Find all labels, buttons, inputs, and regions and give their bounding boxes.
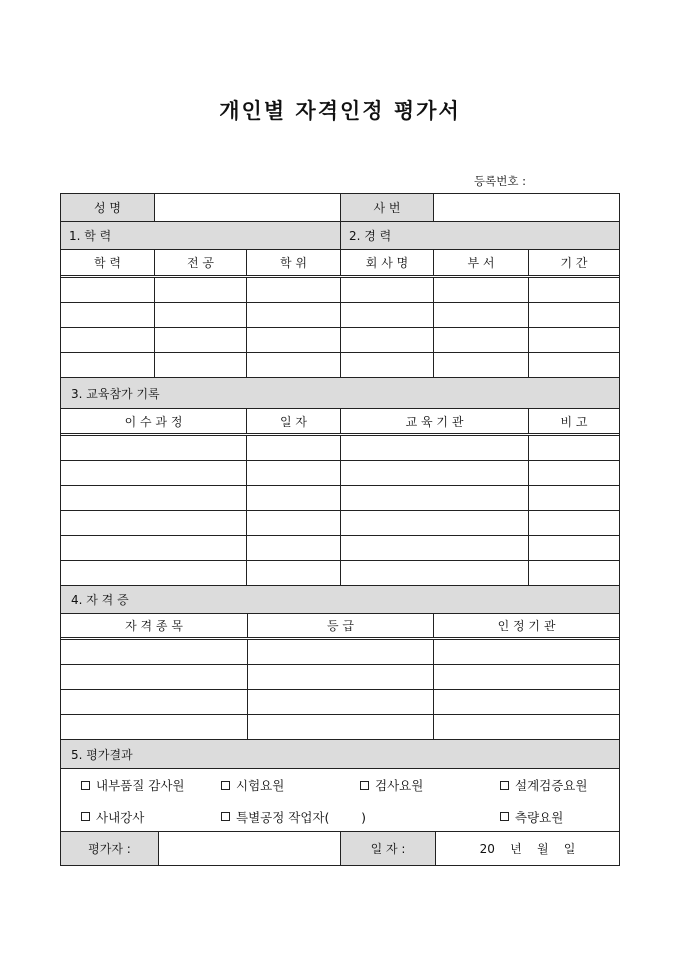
table-cell[interactable] bbox=[247, 561, 341, 585]
checkbox-label: 사내강사 bbox=[96, 809, 145, 825]
career-section-title: 2. 경 력 bbox=[341, 222, 619, 249]
checkbox-icon[interactable] bbox=[500, 812, 509, 821]
table-cell[interactable] bbox=[155, 328, 247, 352]
table-cell[interactable] bbox=[61, 328, 155, 352]
checkbox-row-2 bbox=[61, 801, 619, 832]
table-cell[interactable] bbox=[434, 328, 529, 352]
table-cell[interactable] bbox=[529, 461, 619, 485]
checkbox-label: 검사요원 bbox=[375, 778, 424, 793]
table-cell[interactable] bbox=[529, 353, 619, 377]
table-cell[interactable] bbox=[341, 303, 434, 327]
table-cell[interactable] bbox=[434, 640, 619, 664]
table-cell[interactable] bbox=[155, 303, 247, 327]
table-cell[interactable] bbox=[341, 561, 529, 585]
col-grade: 등 급 bbox=[248, 614, 434, 637]
table-row bbox=[61, 536, 619, 561]
table-cell[interactable] bbox=[434, 353, 529, 377]
table-cell[interactable] bbox=[529, 561, 619, 585]
table-cell[interactable] bbox=[61, 303, 155, 327]
checkbox-icon[interactable] bbox=[81, 781, 90, 790]
table-cell[interactable] bbox=[248, 690, 434, 714]
col-issuing-body: 인 정 기 관 bbox=[497, 619, 556, 633]
table-row bbox=[61, 328, 619, 353]
table-cell[interactable] bbox=[61, 353, 155, 377]
checkbox-label: 시험요원 bbox=[236, 778, 285, 793]
name-label: 성 명 bbox=[61, 194, 155, 221]
table-cell[interactable] bbox=[61, 536, 247, 560]
table-cell[interactable] bbox=[61, 436, 247, 460]
col-remarks: 비 고 bbox=[560, 414, 588, 429]
table-cell[interactable] bbox=[61, 486, 247, 510]
table-cell[interactable] bbox=[247, 278, 341, 302]
checkbox-label: 내부품질 감사원 bbox=[96, 778, 185, 793]
col-major: 전 공 bbox=[155, 250, 247, 275]
result-section-title: 5. 평가결과 bbox=[61, 740, 619, 768]
table-cell[interactable] bbox=[341, 511, 529, 535]
table-cell[interactable] bbox=[341, 328, 434, 352]
table-cell[interactable] bbox=[155, 278, 247, 302]
table-cell[interactable] bbox=[341, 536, 529, 560]
table-cell[interactable] bbox=[61, 640, 248, 664]
checkbox-label: 설계검증요원 bbox=[515, 778, 588, 793]
table-cell[interactable] bbox=[434, 665, 619, 689]
evaluator-field[interactable] bbox=[159, 832, 341, 865]
table-cell[interactable] bbox=[434, 715, 619, 739]
table-row bbox=[61, 436, 619, 461]
name-row bbox=[61, 194, 619, 222]
evaluator-label: 평가자 : bbox=[61, 832, 159, 865]
table-cell[interactable] bbox=[61, 278, 155, 302]
table-row bbox=[61, 303, 619, 328]
table-cell[interactable] bbox=[248, 640, 434, 664]
education-section-title: 1. 학 력 bbox=[61, 222, 341, 249]
table-row bbox=[61, 561, 619, 586]
name-field[interactable] bbox=[155, 194, 341, 221]
col-department: 부 서 bbox=[434, 250, 529, 275]
education-career-column-headers bbox=[61, 250, 619, 278]
table-cell[interactable] bbox=[247, 328, 341, 352]
table-cell[interactable] bbox=[61, 690, 248, 714]
employee-number-label: 사 번 bbox=[341, 194, 434, 221]
checkbox-row-1 bbox=[61, 769, 619, 801]
date-label: 일 자 : bbox=[341, 832, 436, 865]
checkbox-inspection-staff[interactable] bbox=[360, 776, 423, 794]
checkbox-label: 특별공정 작업자( ) bbox=[236, 809, 367, 825]
table-cell[interactable] bbox=[529, 536, 619, 560]
table-cell[interactable] bbox=[61, 461, 247, 485]
table-cell[interactable] bbox=[61, 665, 248, 689]
table-cell[interactable] bbox=[247, 486, 341, 510]
table-cell[interactable] bbox=[529, 303, 619, 327]
table-cell[interactable] bbox=[529, 511, 619, 535]
form-title: 개인별 자격인정 평가서 bbox=[219, 98, 461, 123]
checkbox-test-staff[interactable] bbox=[221, 776, 284, 794]
col-period: 기 간 bbox=[560, 256, 588, 270]
certificate-section-header bbox=[61, 586, 619, 614]
table-row bbox=[61, 486, 619, 511]
evaluation-form bbox=[60, 193, 620, 866]
certificate-column-headers bbox=[61, 614, 619, 640]
table-cell[interactable] bbox=[341, 486, 529, 510]
checkbox-icon[interactable] bbox=[500, 781, 509, 790]
table-cell[interactable] bbox=[247, 511, 341, 535]
col-certificate-type: 자 격 종 목 bbox=[61, 614, 248, 637]
training-section-header bbox=[61, 378, 619, 409]
table-row bbox=[61, 715, 619, 740]
checkbox-internal-auditor[interactable] bbox=[81, 776, 185, 794]
table-cell[interactable] bbox=[248, 715, 434, 739]
employee-number-field[interactable] bbox=[434, 194, 619, 221]
checkbox-icon[interactable] bbox=[81, 812, 90, 821]
result-section-header bbox=[61, 740, 619, 769]
certificate-section-title: 4. 자 격 증 bbox=[61, 586, 619, 613]
col-degree: 학 위 bbox=[247, 250, 341, 275]
table-cell[interactable] bbox=[341, 461, 529, 485]
footer-row bbox=[61, 832, 619, 865]
table-row bbox=[61, 640, 619, 665]
table-row bbox=[61, 665, 619, 690]
table-cell[interactable] bbox=[434, 690, 619, 714]
col-date: 일 자 bbox=[247, 409, 341, 433]
table-cell[interactable] bbox=[434, 303, 529, 327]
col-institution: 교 육 기 관 bbox=[341, 409, 529, 433]
table-cell[interactable] bbox=[247, 303, 341, 327]
checkbox-label: 측량요원 bbox=[515, 809, 564, 825]
table-cell[interactable] bbox=[341, 353, 434, 377]
training-column-headers bbox=[61, 409, 619, 436]
table-cell[interactable] bbox=[61, 715, 248, 739]
result-checkboxes bbox=[61, 769, 619, 832]
table-cell[interactable] bbox=[61, 511, 247, 535]
table-row bbox=[61, 511, 619, 536]
table-cell[interactable] bbox=[341, 436, 529, 460]
table-cell[interactable] bbox=[247, 436, 341, 460]
table-row bbox=[61, 461, 619, 486]
table-cell[interactable] bbox=[155, 353, 247, 377]
table-row bbox=[61, 353, 619, 378]
checkbox-icon[interactable] bbox=[221, 812, 230, 821]
table-cell[interactable] bbox=[247, 536, 341, 560]
table-row bbox=[61, 690, 619, 715]
checkbox-internal-instructor[interactable] bbox=[81, 808, 144, 826]
table-cell[interactable] bbox=[247, 353, 341, 377]
registration-number-label: 등록번호 : bbox=[474, 174, 526, 188]
table-cell[interactable] bbox=[248, 665, 434, 689]
education-career-section-header bbox=[61, 222, 619, 250]
table-cell[interactable] bbox=[341, 278, 434, 302]
table-cell[interactable] bbox=[247, 461, 341, 485]
table-cell[interactable] bbox=[529, 328, 619, 352]
date-field[interactable]: 20 년 월 일 bbox=[479, 842, 576, 856]
checkbox-design-verification-staff[interactable] bbox=[500, 776, 587, 794]
table-cell[interactable] bbox=[529, 486, 619, 510]
checkbox-icon[interactable] bbox=[360, 781, 369, 790]
checkbox-icon[interactable] bbox=[221, 781, 230, 790]
checkbox-surveying-staff[interactable] bbox=[500, 808, 563, 826]
training-section-title: 3. 교육참가 기록 bbox=[61, 378, 619, 408]
col-education: 학 력 bbox=[61, 250, 155, 275]
table-row bbox=[61, 278, 619, 303]
table-cell[interactable] bbox=[61, 561, 247, 585]
table-cell[interactable] bbox=[529, 278, 619, 302]
checkbox-special-process-worker[interactable] bbox=[221, 808, 366, 826]
table-cell[interactable] bbox=[529, 436, 619, 460]
col-company: 회 사 명 bbox=[341, 250, 434, 275]
col-course: 이 수 과 정 bbox=[61, 409, 247, 433]
table-cell[interactable] bbox=[434, 278, 529, 302]
